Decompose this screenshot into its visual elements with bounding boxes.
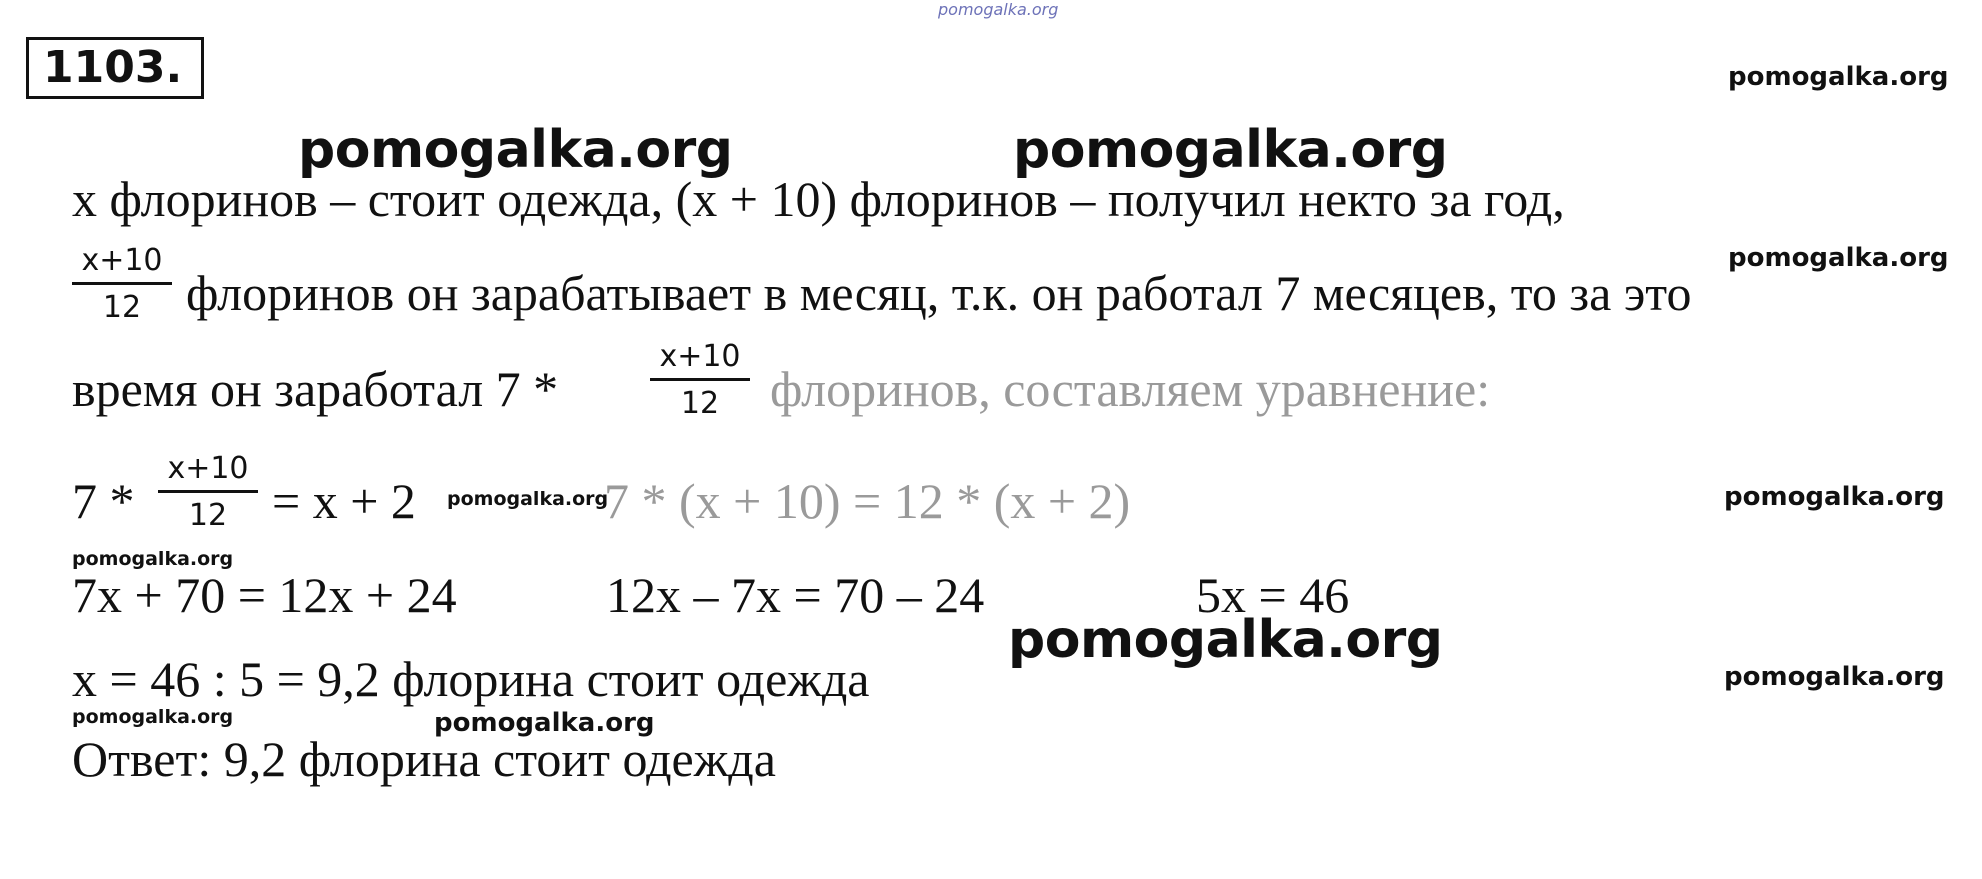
- solution-line-2: флоринов он зарабатывает в месяц, т.к. он работал 7 месяцев, то за это: [186, 265, 1692, 321]
- solution-line-4b: = x + 2: [272, 473, 416, 529]
- watermark-big-2: pomogalka.org: [1013, 120, 1448, 180]
- fraction-denominator: 12: [680, 386, 720, 421]
- watermark-mid: pomogalka.org: [434, 708, 655, 738]
- fraction-numerator: x+10: [659, 339, 741, 374]
- watermark-left-2: pomogalka.org: [72, 706, 234, 728]
- fraction-equation: [158, 452, 258, 533]
- fraction-monthly-pay: [72, 244, 172, 325]
- problem-number: 1103.: [26, 37, 204, 99]
- watermark-inline: pomogalka.org: [447, 488, 609, 510]
- solution-line-6: x = 46 : 5 = 9,2 флорина стоит одежда: [72, 651, 870, 707]
- fraction-earned: [650, 340, 750, 421]
- watermark-top: pomogalka.org: [938, 0, 1059, 19]
- fraction-denominator: 12: [102, 290, 142, 325]
- fraction-bar: [650, 378, 750, 381]
- solution-line-4c: 7 * (x + 10) = 12 * (x + 2): [604, 473, 1131, 529]
- watermark-big-3: pomogalka.org: [1008, 610, 1443, 670]
- watermark-big-1: pomogalka.org: [298, 120, 733, 180]
- solution-line-1: x флоринов – стоит одежда, (x + 10) флоринов – получил некто за год,: [72, 171, 1565, 227]
- watermark-right-2: pomogalka.org: [1728, 243, 1949, 273]
- solution-line-3a: время он заработал 7 *: [72, 361, 559, 417]
- fraction-bar: [72, 282, 172, 285]
- solution-line-5a: 7x + 70 = 12x + 24: [72, 567, 457, 623]
- watermark-right-3: pomogalka.org: [1724, 482, 1945, 512]
- solution-line-5b: 12x – 7x = 70 – 24: [606, 567, 985, 623]
- solution-line-5c: 5x = 46: [1196, 567, 1350, 623]
- answer-line: Ответ: 9,2 флорина стоит одежда: [72, 731, 776, 787]
- watermark-right-1: pomogalka.org: [1728, 62, 1949, 92]
- fraction-numerator: x+10: [167, 451, 249, 486]
- fraction-numerator: x+10: [81, 243, 163, 278]
- watermark-left-1: pomogalka.org: [72, 548, 234, 570]
- watermark-right-4: pomogalka.org: [1724, 662, 1945, 692]
- solution-line-3b: флоринов, составляем уравнение:: [770, 361, 1491, 417]
- fraction-denominator: 12: [188, 498, 228, 533]
- fraction-bar: [158, 490, 258, 493]
- solution-line-4a: 7 *: [72, 473, 135, 529]
